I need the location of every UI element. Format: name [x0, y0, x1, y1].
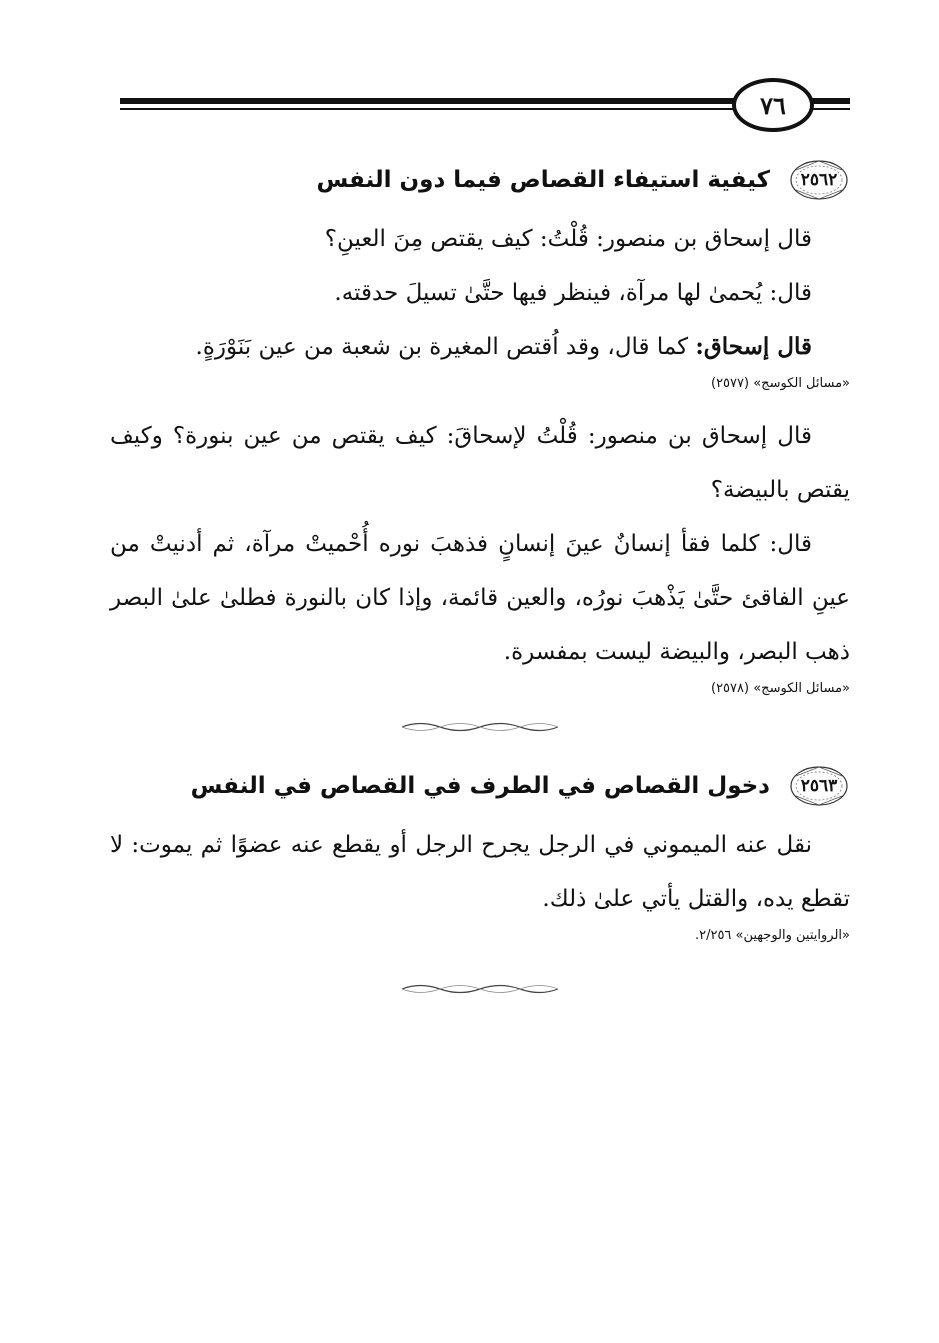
- page-header: [120, 78, 850, 138]
- source-citation: «مسائل الكوسج» (٢٥٧٨): [711, 681, 850, 696]
- divider-ornament-icon: [400, 982, 560, 996]
- entry-title: كيفية استيفاء القصاص فيما دون النفس: [316, 167, 770, 193]
- paragraph: قال: كلما فقأ إنسانٌ عينَ إنسانٍ فذهبَ نوره أُحْميتْ مرآة، ثم أدنيتْ من عينِ الفاقئ حتَّىٰ يَذْهبَ نورُه، والعين قائمة، وإذا كان بالنورة فطلىٰ علىٰ البصر ذهب البصر، والبيضة ليست بمفسرة.: [110, 531, 850, 665]
- speaker-label: قال إسحاق:: [695, 333, 812, 360]
- header-rule-thick: [120, 98, 738, 104]
- paragraph: قال إسحاق بن منصور: قُلْتُ: كيف يقتص مِنَ العينِ؟: [324, 226, 812, 252]
- divider-ornament-icon: [400, 720, 560, 734]
- source-citation: «مسائل الكوسج» (٢٥٧٧): [711, 376, 850, 391]
- header-rule-thin: [120, 108, 738, 110]
- paragraph-text: كما قال، وقد اُقتص المغيرة بن شعبة من عين بَنَوْرَةٍ.: [195, 334, 689, 360]
- paragraph: قال إسحاق بن منصور: قُلْتُ لإسحاقَ: كيف يقتص من عين بنورة؟ وكيف يقتص بالبيضة؟: [110, 423, 850, 503]
- header-rule-right-thick: [810, 98, 850, 104]
- header-rule-right-thin: [810, 108, 850, 110]
- paragraph: نقل عنه الميموني في الرجل يجرح الرجل أو يقطع عنه عضوًا ثم يموت: لا تقطع يده، والقتل يأتي علىٰ ذلك.: [110, 832, 850, 912]
- entry-heading: [110, 764, 850, 808]
- entry-number-badge: [788, 158, 850, 202]
- entry-number: ٢٥٦٣: [800, 776, 838, 796]
- paragraph: [110, 320, 850, 374]
- entry-heading: [110, 158, 850, 202]
- entry-number: ٢٥٦٢: [800, 170, 838, 190]
- entry-2563: [110, 764, 850, 961]
- paragraph: قال: يُحمىٰ لها مرآة، فينظر فيها حتَّىٰ تسيلَ حدقته.: [334, 280, 812, 306]
- entry-title: دخول القصاص في الطرف في القصاص في النفس: [190, 773, 770, 799]
- page-number: ٧٦: [732, 78, 814, 132]
- entry-2562: [110, 158, 850, 714]
- source-citation: «الروايتين والوجهين» ٢/٢٥٦.: [694, 928, 850, 943]
- entry-number-badge: [788, 764, 850, 808]
